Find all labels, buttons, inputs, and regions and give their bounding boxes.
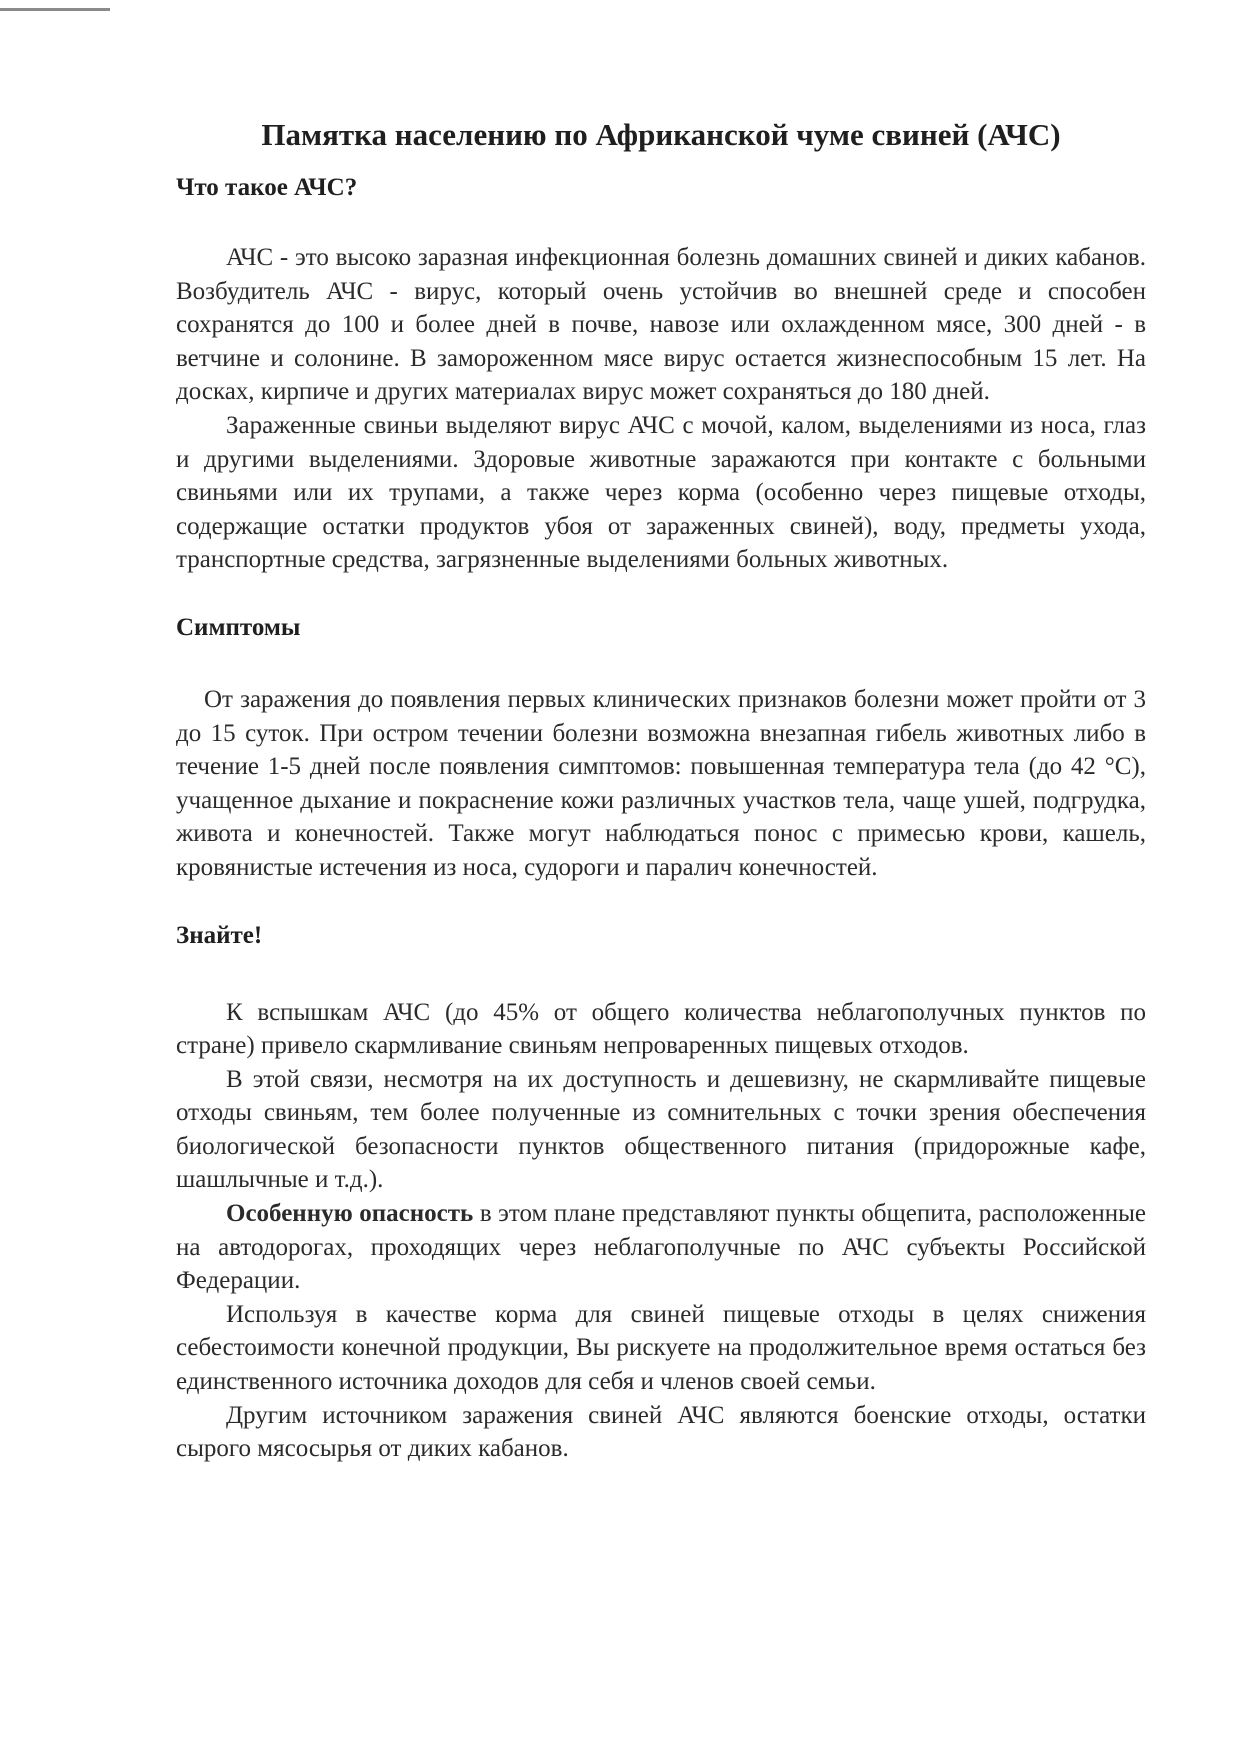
paragraph-know-3-rest: в этом плане представляют пункты общепита, расположенные на автодорогах, проходящих через неблагополучные по АЧС субъекты Российской Федерации. [176, 1200, 1146, 1295]
paragraph-know-5: Другим источником заражения свиней АЧС являются боенские отходы, остатки сырого мясосырья от диких кабанов. [176, 1401, 1146, 1463]
document-page [176, 105, 1146, 1466]
section-heading-what-is: Что такое АЧС? [176, 174, 358, 201]
paragraph-what-is-1: АЧС - это высоко заразная инфекционная болезнь домашних свиней и диких кабанов. Возбудитель АЧС - вирус, который очень устойчив во внешней среде и способен сохранятся до 100 и более дней в почве, навозе или охлажденном мясе, 300 дней - в ветчине и солонине. В замороженном мясе вирус остается жизнеспособным 15 лет. На досках, кирпиче и других материалах вирус может сохраняться до 180 дней. [176, 244, 1146, 406]
section-heading-symptoms: Симптомы [176, 613, 301, 641]
document-title: Памятка населению по Африканской чуме свиней (АЧС) [261, 117, 1061, 152]
paragraph-know-3 [176, 1197, 1146, 1298]
scan-edge-mark [0, 8, 110, 11]
paragraph-symptoms: От заражения до появления первых клинических признаков болезни может пройти от 3 до 15 суток. При остром течении болезни возможна внезапная гибель животных либо в течение 1-5 дней после появления симптомов: повышенная температура тела (до 42 °С), учащенное дыхание и покраснение кожи различных участков тела, чаще ушей, подгрудка, живота и конечностей. Также могут наблюдаться понос с примесью крови, кашель, кровянистые истечения из носа, судороги и паралич конечностей. [176, 685, 1146, 881]
paragraph-know-4: Используя в качестве корма для свиней пищевые отходы в целях снижения себестоимости конечной продукции, Вы рискуете на продолжительное время остаться без единственного источника доходов для себя и членов своей семьи. [176, 1300, 1146, 1396]
paragraph-know-1: К вспышкам АЧС (до 45% от общего количества неблагополучных пунктов по стране) привело скармливание свиньям непроваренных пищевых отходов. [176, 998, 1146, 1060]
paragraph-know-2: В этой связи, несмотря на их доступность и дешевизну, не скармливайте пищевые отходы свиньям, тем более полученные из сомнительных с точки зрения обеспечения биологической безопасности пунктов общественного питания (придорожные кафе, шашлычные и т.д.). [176, 1065, 1146, 1194]
section-heading-know: Знайте! [176, 921, 263, 949]
emphasis-special-danger: Особенную опасность [226, 1200, 474, 1228]
paragraph-what-is-2: Зараженные свиньи выделяют вирус АЧС с мочой, калом, выделениями из носа, глаз и другими выделениями. Здоровые животные заражаются при контакте с больными свиньями или их трупами, а также через корма (особенно через пищевые отходы, содержащие остатки продуктов убоя от зараженных свиней), воду, предметы ухода, транспортные средства, загрязненные выделениями больных животных. [176, 411, 1146, 574]
